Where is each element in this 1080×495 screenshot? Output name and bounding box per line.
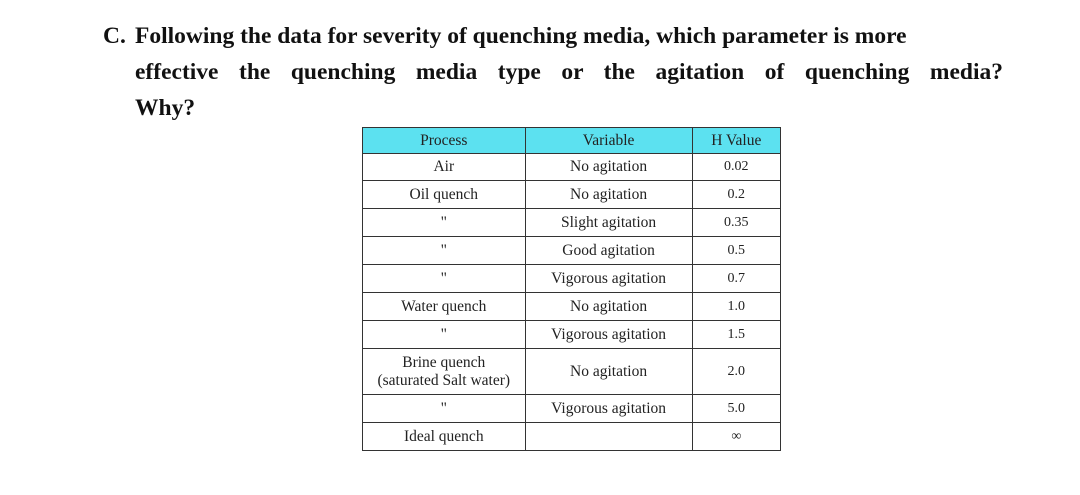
h-value-cell: 5.0 bbox=[692, 395, 780, 423]
table-row bbox=[363, 265, 781, 293]
process-cell: " bbox=[363, 395, 526, 423]
header-variable: Variable bbox=[525, 128, 692, 154]
process-cell: " bbox=[363, 265, 526, 293]
table-row bbox=[363, 181, 781, 209]
table-row bbox=[363, 237, 781, 265]
h-value-cell: ∞ bbox=[692, 423, 780, 451]
variable-cell: No agitation bbox=[525, 181, 692, 209]
process-cell: Ideal quench bbox=[363, 423, 526, 451]
process-cell-line-2: (saturated Salt water) bbox=[377, 371, 511, 389]
variable-cell: Vigorous agitation bbox=[525, 321, 692, 349]
process-cell-line-1: Brine quench bbox=[402, 353, 486, 371]
question-label: C. bbox=[103, 23, 126, 49]
variable-cell: Good agitation bbox=[525, 237, 692, 265]
quenching-severity-table bbox=[362, 127, 781, 451]
table-row bbox=[363, 154, 781, 181]
question-line-2 bbox=[103, 54, 1003, 90]
table-row bbox=[363, 293, 781, 321]
table-header-row bbox=[363, 128, 781, 154]
h-value-cell: 0.02 bbox=[692, 154, 780, 181]
variable-cell: Vigorous agitation bbox=[525, 265, 692, 293]
process-cell: " bbox=[363, 321, 526, 349]
table-row bbox=[363, 349, 781, 395]
h-value-cell: 0.7 bbox=[692, 265, 780, 293]
process-cell: " bbox=[363, 237, 526, 265]
process-cell: Air bbox=[363, 154, 526, 181]
variable-cell: Slight agitation bbox=[525, 209, 692, 237]
h-value-cell: 0.35 bbox=[692, 209, 780, 237]
h-value-cell: 2.0 bbox=[692, 349, 780, 395]
table-row bbox=[363, 423, 781, 451]
variable-cell: No agitation bbox=[525, 349, 692, 395]
variable-cell: Vigorous agitation bbox=[525, 395, 692, 423]
process-cell: Water quench bbox=[363, 293, 526, 321]
question-line-2-text: effective the quenching media type or the agitation of quenching media? bbox=[135, 59, 1003, 85]
header-process: Process bbox=[363, 128, 526, 154]
question-line-3: Why? bbox=[135, 95, 196, 121]
process-cell: " bbox=[363, 209, 526, 237]
process-cell: Oil quench bbox=[363, 181, 526, 209]
table-row bbox=[363, 321, 781, 349]
h-value-cell: 1.0 bbox=[692, 293, 780, 321]
variable-cell: No agitation bbox=[525, 154, 692, 181]
variable-cell: No agitation bbox=[525, 293, 692, 321]
h-value-cell: 0.2 bbox=[692, 181, 780, 209]
question-line-1 bbox=[103, 18, 1003, 54]
process-cell bbox=[363, 349, 526, 395]
question-line-1-text: Following the data for severity of quenching media, which parameter is more bbox=[135, 23, 907, 49]
table-row bbox=[363, 395, 781, 423]
variable-cell bbox=[525, 423, 692, 451]
h-value-cell: 0.5 bbox=[692, 237, 780, 265]
h-value-cell: 1.5 bbox=[692, 321, 780, 349]
question-text bbox=[103, 18, 1003, 126]
header-h-value: H Value bbox=[692, 128, 780, 154]
table-row bbox=[363, 209, 781, 237]
